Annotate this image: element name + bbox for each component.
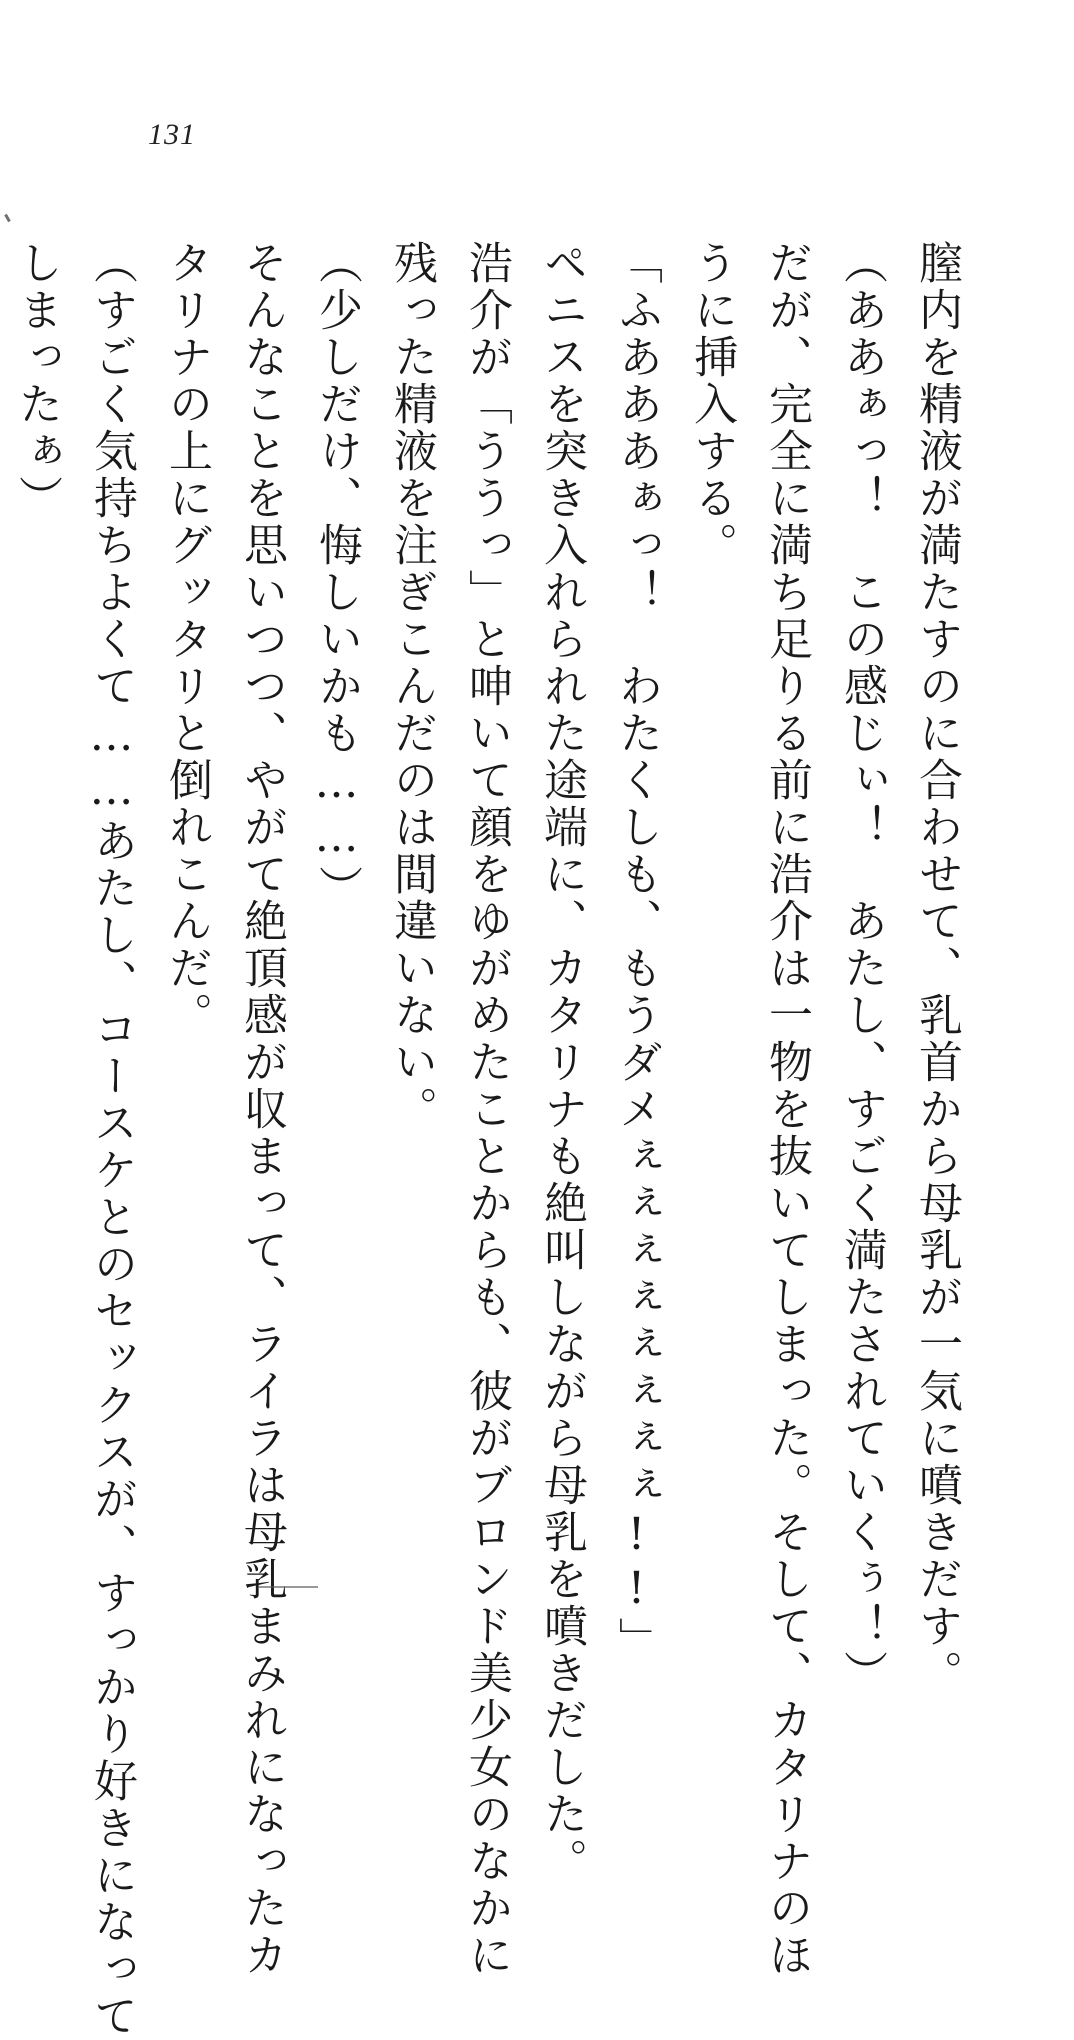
text-line: うに挿入する。	[686, 240, 737, 569]
text-line: （ああぁっ！ この感じぃ！ あたし、すごく満たされていくぅ！）	[836, 240, 887, 1697]
text-line: （少しだけ、悔しいかも……）	[311, 240, 362, 912]
text-line: だが、完全に満ち足りる前に浩介は一物を抜いてしまった。そして、カタリナのほ	[761, 240, 812, 1979]
text-line: そんなことを思いつつ、やがて絶頂感が収まって、ライラは母乳まみれになったカ	[236, 240, 287, 1979]
vertical-text-body	[0, 240, 974, 2040]
text-line: （すごく気持ちよくて……あたし、コースケとのセックスが、すっかり好きになって	[86, 240, 137, 2040]
text-line: 膣内を精液が満たすのに合わせて、乳首から母乳が一気に噴きだす。	[911, 240, 962, 1697]
text-line: しまったぁ）	[11, 240, 62, 522]
text-line: 「ふあああぁっ！ わたくしも、もうダメぇぇぇぇぇぇぇぇ!!」	[611, 240, 662, 1664]
page-number: 131	[148, 118, 196, 151]
text-line: 残った精液を注ぎこんだのは間違いない。	[386, 240, 437, 1133]
text-line: 浩介が「ううっ」と呻いて顔をゆがめたことからも、彼がブロンド美少女のなかに	[461, 240, 512, 1979]
scan-edge-mark	[258, 1586, 318, 1598]
scan-speck	[4, 214, 11, 222]
text-line: タリナの上にグッタリと倒れこんだ。	[161, 240, 212, 1039]
text-line: ペニスを突き入れられた途端に、カタリナも絶叫しながら母乳を噴きだした。	[536, 240, 587, 1885]
